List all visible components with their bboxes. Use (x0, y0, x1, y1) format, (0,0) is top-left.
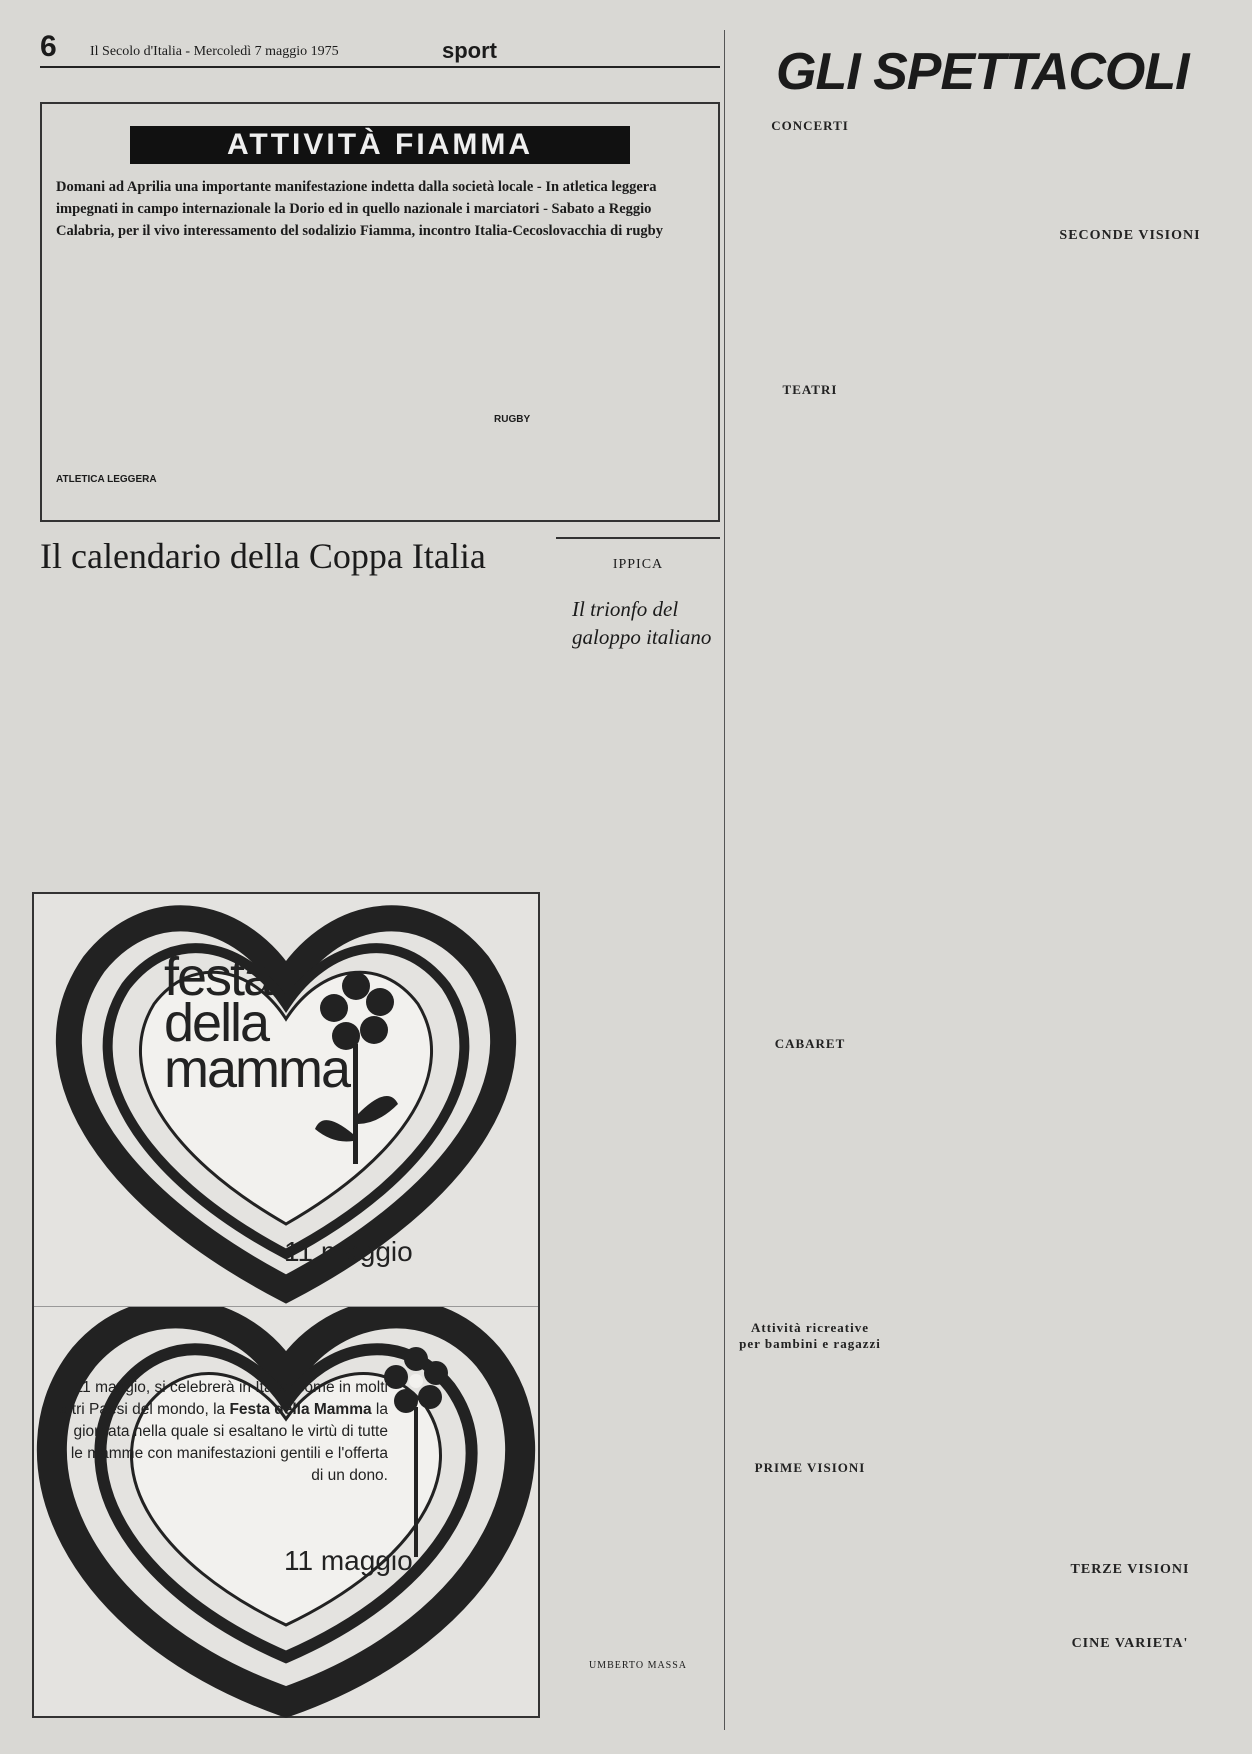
page-number: 6 (40, 30, 57, 63)
header-rule (40, 66, 720, 68)
ippica-headline: Il trionfo del galoppo italiano (572, 597, 712, 649)
listings-heading: CABARET (774, 1036, 846, 1051)
coppa-column (303, 592, 546, 854)
ad-message: L'11 maggio, si celebrerà in Italia, come in molti altri Paesi del mondo, la Festa della Mamma la giornata nella quale si esaltano le virtù di tutte le mamme con manifestazioni gentili e l'offerta di un dono. (59, 1379, 388, 1484)
listings-block (1050, 110, 1210, 220)
listings-column (894, 110, 1038, 1700)
listings-block (738, 144, 882, 374)
ad-panel-bottom (34, 1307, 538, 1720)
listings-block (1050, 254, 1210, 1554)
fiamma-subhead: ATLETICA LEGGERA (56, 474, 157, 485)
listings-column (738, 110, 882, 1700)
festa-title: festa della mamma (164, 947, 350, 1099)
listings-block (738, 1362, 882, 1452)
coppa-column (46, 592, 289, 854)
coppa-body (46, 592, 546, 854)
ippica-body (556, 669, 720, 1619)
ad-panel-top (34, 894, 538, 1307)
ippica-article (556, 537, 720, 1687)
fiamma-lead: Domani ad Aprilia una importante manifestazione indetta dalla società locale - In atletica leggera impegnati in campo internazionale la Dorio ed in quello nazionale i marciatori - Sabato a Reggio Calabria, per il vivo interessamento del sodalizio Fiamma, incontro Italia-Cecoslovacchia di rugby (56, 179, 663, 239)
listings-block (738, 408, 882, 1028)
column-divider (724, 30, 725, 1730)
listings-heading: TERZE VISIONI (1070, 1562, 1190, 1577)
fiamma-column (554, 252, 706, 516)
fiamma-article (40, 102, 720, 522)
masthead: Il Secolo d'Italia - Mercoledì 7 maggio 1975 (90, 44, 339, 59)
listings-heading: CINE VARIETA' (1071, 1636, 1189, 1651)
fiamma-banner: ATTIVITÀ FIAMMA (130, 126, 630, 164)
listings-block (1050, 1588, 1210, 1628)
listings-block (738, 1062, 882, 1312)
coppa-title: Il calendario della Coppa Italia (40, 536, 486, 576)
ad-date: 11 maggio (284, 1236, 413, 1267)
heart-stripes-graphic (34, 1307, 538, 1720)
listings-heading: SECONDE VISIONI (1059, 228, 1201, 243)
ad-date: 11 maggio (284, 1545, 413, 1576)
listings-heading: TEATRI (782, 382, 838, 397)
page-header (40, 30, 720, 70)
fiamma-column (222, 252, 374, 516)
ippica-byline: UMBERTO MASSA (588, 1660, 688, 1671)
fiamma-subhead: RUGBY (494, 414, 531, 425)
spettacoli-title: GLI SPETTACOLI (776, 43, 1189, 101)
listings-heading: CONCERTI (771, 118, 849, 133)
listings-heading: Attività ricreative per bambini e ragazzi (739, 1320, 881, 1351)
listings-column (1050, 110, 1210, 1700)
section-label: sport (442, 38, 497, 63)
ippica-kicker: IPPICA (612, 557, 664, 572)
festa-mamma-ad (32, 892, 540, 1718)
fiamma-column (388, 252, 540, 516)
listings-heading: PRIME VISIONI (754, 1460, 866, 1475)
